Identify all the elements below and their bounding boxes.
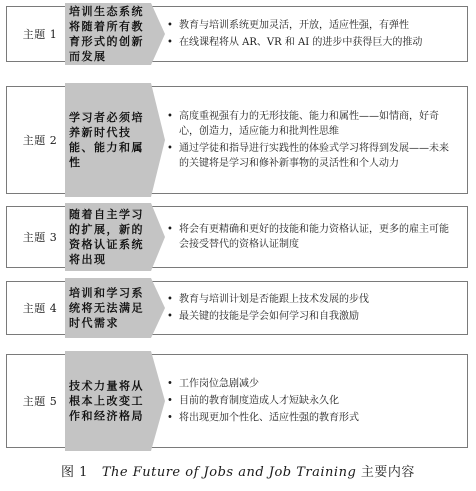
bullet-item [167,292,457,307]
theme-row [6,354,468,448]
chevron-arrow [65,351,165,451]
bullet-text: 将会有更精确和更好的技能和能力资格认证，更多的雇主可能会接受替代的资格认证制度 [179,224,449,250]
bullet-list [167,290,457,326]
bullet-item [167,141,457,171]
theme-row [6,86,468,194]
bullet-item [167,309,457,324]
bullet-text: 目前的教育制度造成人才短缺永久化 [179,395,339,407]
bullet-dot-icon: • [167,224,173,235]
theme-label: 主题 5 [22,395,58,408]
bullet-dot-icon: • [167,294,173,305]
bullet-dot-icon: • [167,20,173,31]
bullet-text: 工作岗位急剧减少 [179,378,259,390]
caption-suffix: 主要内容 [360,465,415,480]
bullet-list [167,16,457,52]
bullet-text: 在线课程将从 AR、VR 和 AI 的进步中获得巨大的推动 [179,37,423,48]
chevron-text: 随着自主学习的扩展，新的资格认证系统将出现 [69,208,144,266]
chevron-text: 技术力量将从根本上改变工作和经济格局 [69,379,144,423]
theme-label: 主题 2 [22,134,58,147]
chevron-arrow [65,278,165,338]
theme-row [6,281,468,335]
chevron-arrow [65,3,165,65]
bullet-item [167,109,457,139]
figure-caption [0,461,476,480]
bullet-list [167,107,457,173]
bullet-item [167,222,457,252]
chevron-text: 培训生态系统将随着所有教育形式的创新而发展 [69,5,144,63]
bullet-text: 最关键的技能是学会如何学习和自我激励 [179,311,359,322]
bullet-dot-icon: • [167,143,173,154]
bullet-list [167,220,457,254]
bullet-item [167,35,457,50]
bullet-item [167,18,457,33]
bullet-dot-icon: • [167,395,173,407]
bullet-dot-icon: • [167,378,173,390]
bullet-list [167,375,457,428]
bullet-text: 高度重视强有力的无形技能、能力和属性——如情商，好奇心，创造力，适应能力和批判性思维 [179,111,439,137]
bullet-text: 教育与培训系统更加灵活，开放，适应性强，有弹性 [179,20,409,31]
theme-label: 主题 3 [22,231,58,244]
bullet-dot-icon: • [167,37,173,48]
bullet-item [167,394,457,409]
chevron-arrow [65,203,165,271]
caption-prefix: 图 1 [61,465,88,480]
theme-row [6,6,468,62]
theme-label: 主题 1 [22,28,58,41]
bullet-item [167,377,457,392]
bullet-text: 教育与培训计划是否能跟上技术发展的步伐 [179,294,369,305]
theme-label: 主题 4 [22,302,58,315]
bullet-item [167,411,457,426]
bullet-dot-icon: • [167,111,173,122]
bullet-text: 将出现更加个性化、适应性强的教育形式 [179,412,359,424]
bullet-text: 通过学徒和指导进行实践性的体验式学习将得到发展——未来的关键将是学习和修补新事物的灵活性和个人动力 [179,143,449,169]
caption-title: The Future of Jobs and Job Training [101,465,357,480]
theme-row [6,206,468,268]
bullet-dot-icon: • [167,412,173,424]
chevron-text: 学习者必须培养新时代技能、能力和属性 [69,111,144,169]
chevron-arrow [65,83,165,197]
chevron-text: 培训和学习系统将无法满足时代需求 [69,286,144,330]
bullet-dot-icon: • [167,311,173,322]
